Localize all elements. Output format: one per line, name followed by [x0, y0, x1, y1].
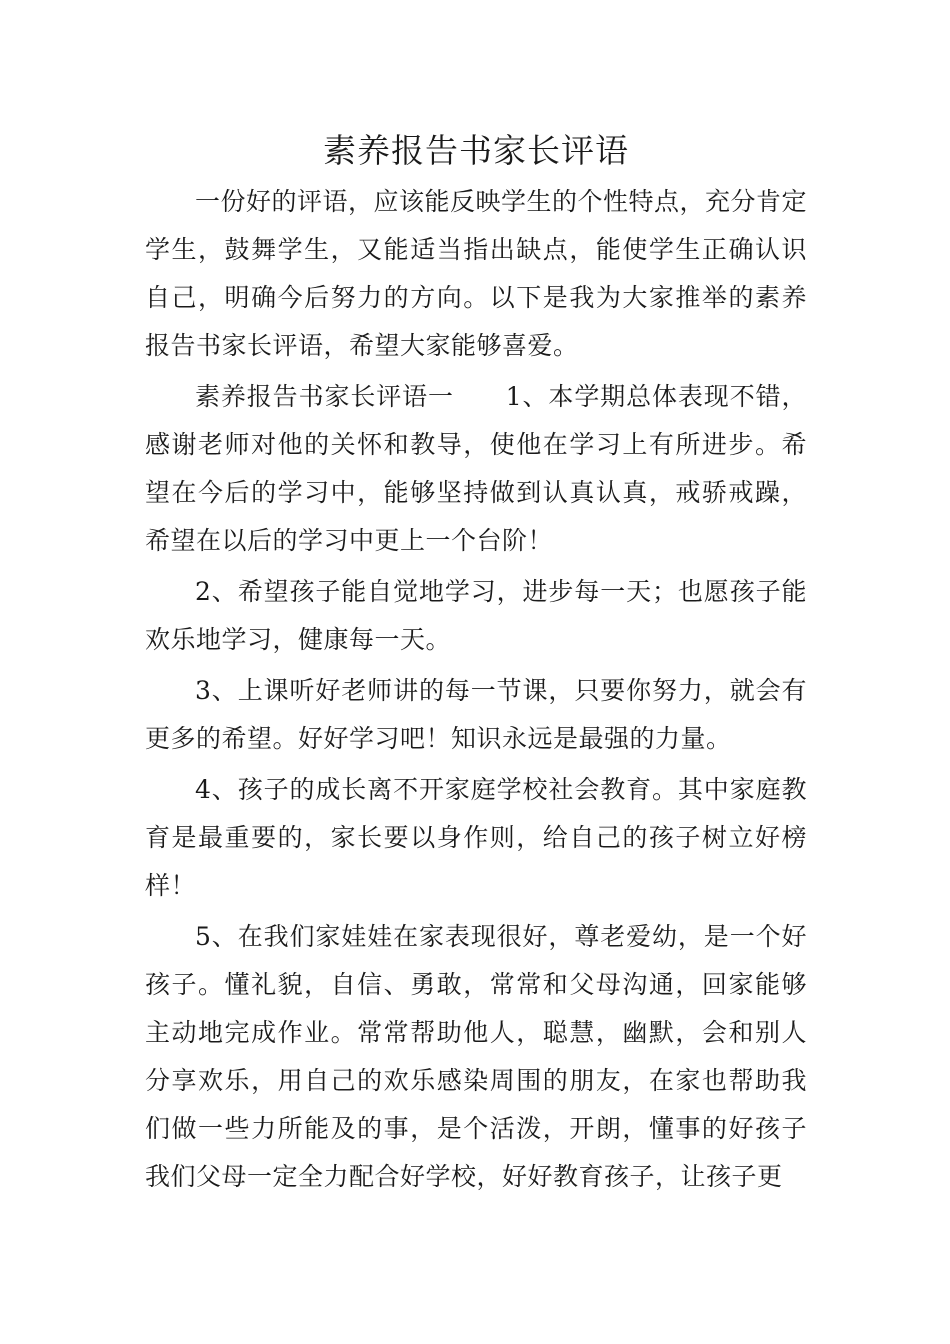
document-page: [145, 128, 807, 1204]
comment-paragraph-2: 2、希望孩子能自觉地学习，进步每一天；也愿孩子能欢乐地学习，健康每一天。: [145, 577, 807, 654]
comment-paragraph-5: 5、在我们家娃娃在家表现很好，尊老爱幼，是一个好孩子。懂礼貌，自信、勇敢，常常和父母沟通，回家能够主动地完成作业。常常帮助他人，聪慧，幽默，会和别人分享欢乐，用自己的欢乐感染周围的朋友，在家也帮助我们做一些力所能及的事，是个活泼，开朗，懂事的好孩子我们父母一定全力配合好学校，好好教育孩子，让孩子更: [145, 922, 807, 1191]
intro-paragraph: 一份好的评语，应该能反映学生的个性特点，充分肯定学生，鼓舞学生，又能适当指出缺点，能使学生正确认识自己，明确今后努力的方向。以下是我为大家推举的素养报告书家长评语，希望大家能够喜爱。: [145, 187, 808, 360]
document-title: 素养报告书家长评语: [323, 131, 629, 170]
comment-paragraph-1: 素养报告书家长评语一 1、本学期总体表现不错，感谢老师对他的关怀和教导，使他在学习上有所进步。希望在今后的学习中，能够坚持做到认真认真，戒骄戒躁，希望在以后的学习中更上一个台阶！: [145, 382, 807, 555]
comment-paragraph-3: 3、上课听好老师讲的每一节课，只要你努力，就会有更多的希望。好好学习吧！知识永远是最强的力量。: [145, 676, 807, 753]
comment-paragraph-4: 4、孩子的成长离不开家庭学校社会教育。其中家庭教育是最重要的，家长要以身作则，给自己的孩子树立好榜样！: [145, 775, 807, 900]
